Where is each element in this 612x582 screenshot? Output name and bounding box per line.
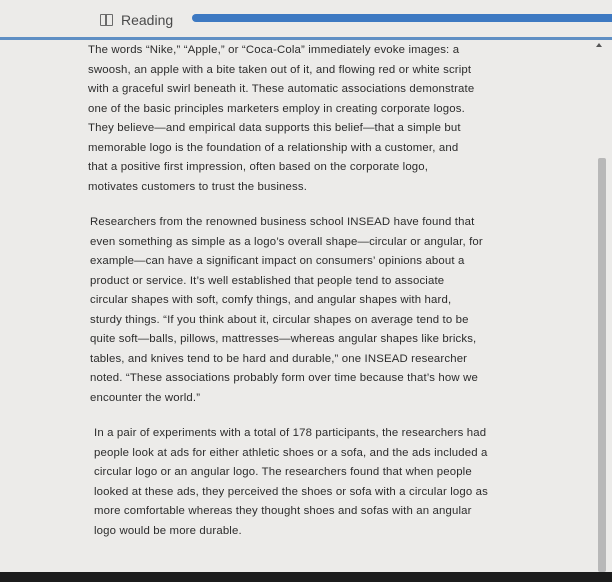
reading-progress-bar <box>192 14 612 22</box>
scrollbar-thumb[interactable] <box>598 158 606 572</box>
top-bar <box>0 0 612 40</box>
paragraph-line: one of the basic principles marketers employ in creating corporate logos. <box>88 102 465 115</box>
paragraph-line: encounter the world.” <box>90 391 201 404</box>
paragraph-line: circular logo or an angular logo. The researchers found that when people <box>94 466 472 478</box>
book-icon <box>100 14 113 26</box>
article-paragraph-2 <box>90 213 548 408</box>
paragraph-line: In a pair of experiments with a total of 178 participants, the researchers had <box>94 427 487 439</box>
paragraph-line: that a positive first impression, often based on the corporate logo, <box>88 161 429 173</box>
paragraph-line: motivates customers to trust the business. <box>88 180 308 193</box>
paragraph-line: swoosh, an apple with a bite taken out of it, and flowing red or white script <box>88 63 472 76</box>
paragraph-line: noted. “These associations probably form over time because that’s how we <box>90 372 478 384</box>
article-paragraph-3 <box>94 424 548 541</box>
paragraph-line: memorable logo is the foundation of a relationship with a customer, and <box>88 141 459 154</box>
paragraph-line: more comfortable whereas they thought shoes and sofas with an angular <box>94 505 472 517</box>
paragraph-line: The words “Nike,” “Apple,” or “Coca-Cola” immediately evoke images: a <box>88 44 460 56</box>
paragraph-line: They believe—and empirical data supports this belief—that a simple but <box>88 122 461 134</box>
paragraph-line: quite soft—balls, pillows, mattresses—whereas angular shapes like bricks, <box>90 333 477 345</box>
paragraph-line: with a graceful swirl beneath it. These automatic associations demonstrate <box>88 83 475 95</box>
paragraph-line: logo would be more durable. <box>94 524 242 537</box>
reading-progress-fill <box>192 14 612 22</box>
paragraph-line: people look at ads for either athletic shoes or a sofa, and the ads included a <box>94 446 488 459</box>
screen-bezel <box>0 572 612 582</box>
paragraph-line: tables, and knives tend to be hard and durable,” one INSEAD researcher <box>90 352 468 365</box>
scroll-up-arrow-icon[interactable] <box>596 43 602 47</box>
article <box>88 41 548 557</box>
paragraph-line: example—can have a significant impact on consumers’ opinions about a <box>90 255 465 267</box>
tab-reading[interactable] <box>100 9 173 31</box>
paragraph-line: even something as simple as a logo’s overall shape—circular or angular, for <box>90 235 483 248</box>
reading-pane[interactable] <box>0 40 612 572</box>
paragraph-line: sturdy things. “If you think about it, circular shapes on average tend to be <box>90 313 469 326</box>
paragraph-line: looked at these ads, they perceived the shoes or sofa with a circular logo as <box>94 485 488 498</box>
paragraph-line: circular shapes with soft, comfy things, and angular shapes with hard, <box>90 294 452 306</box>
paragraph-line: Researchers from the renowned business school INSEAD have found that <box>90 216 475 228</box>
paragraph-line: product or service. It’s well established that people tend to associate <box>90 274 445 287</box>
tab-reading-label: Reading <box>121 12 174 28</box>
article-paragraph-1 <box>88 41 548 197</box>
